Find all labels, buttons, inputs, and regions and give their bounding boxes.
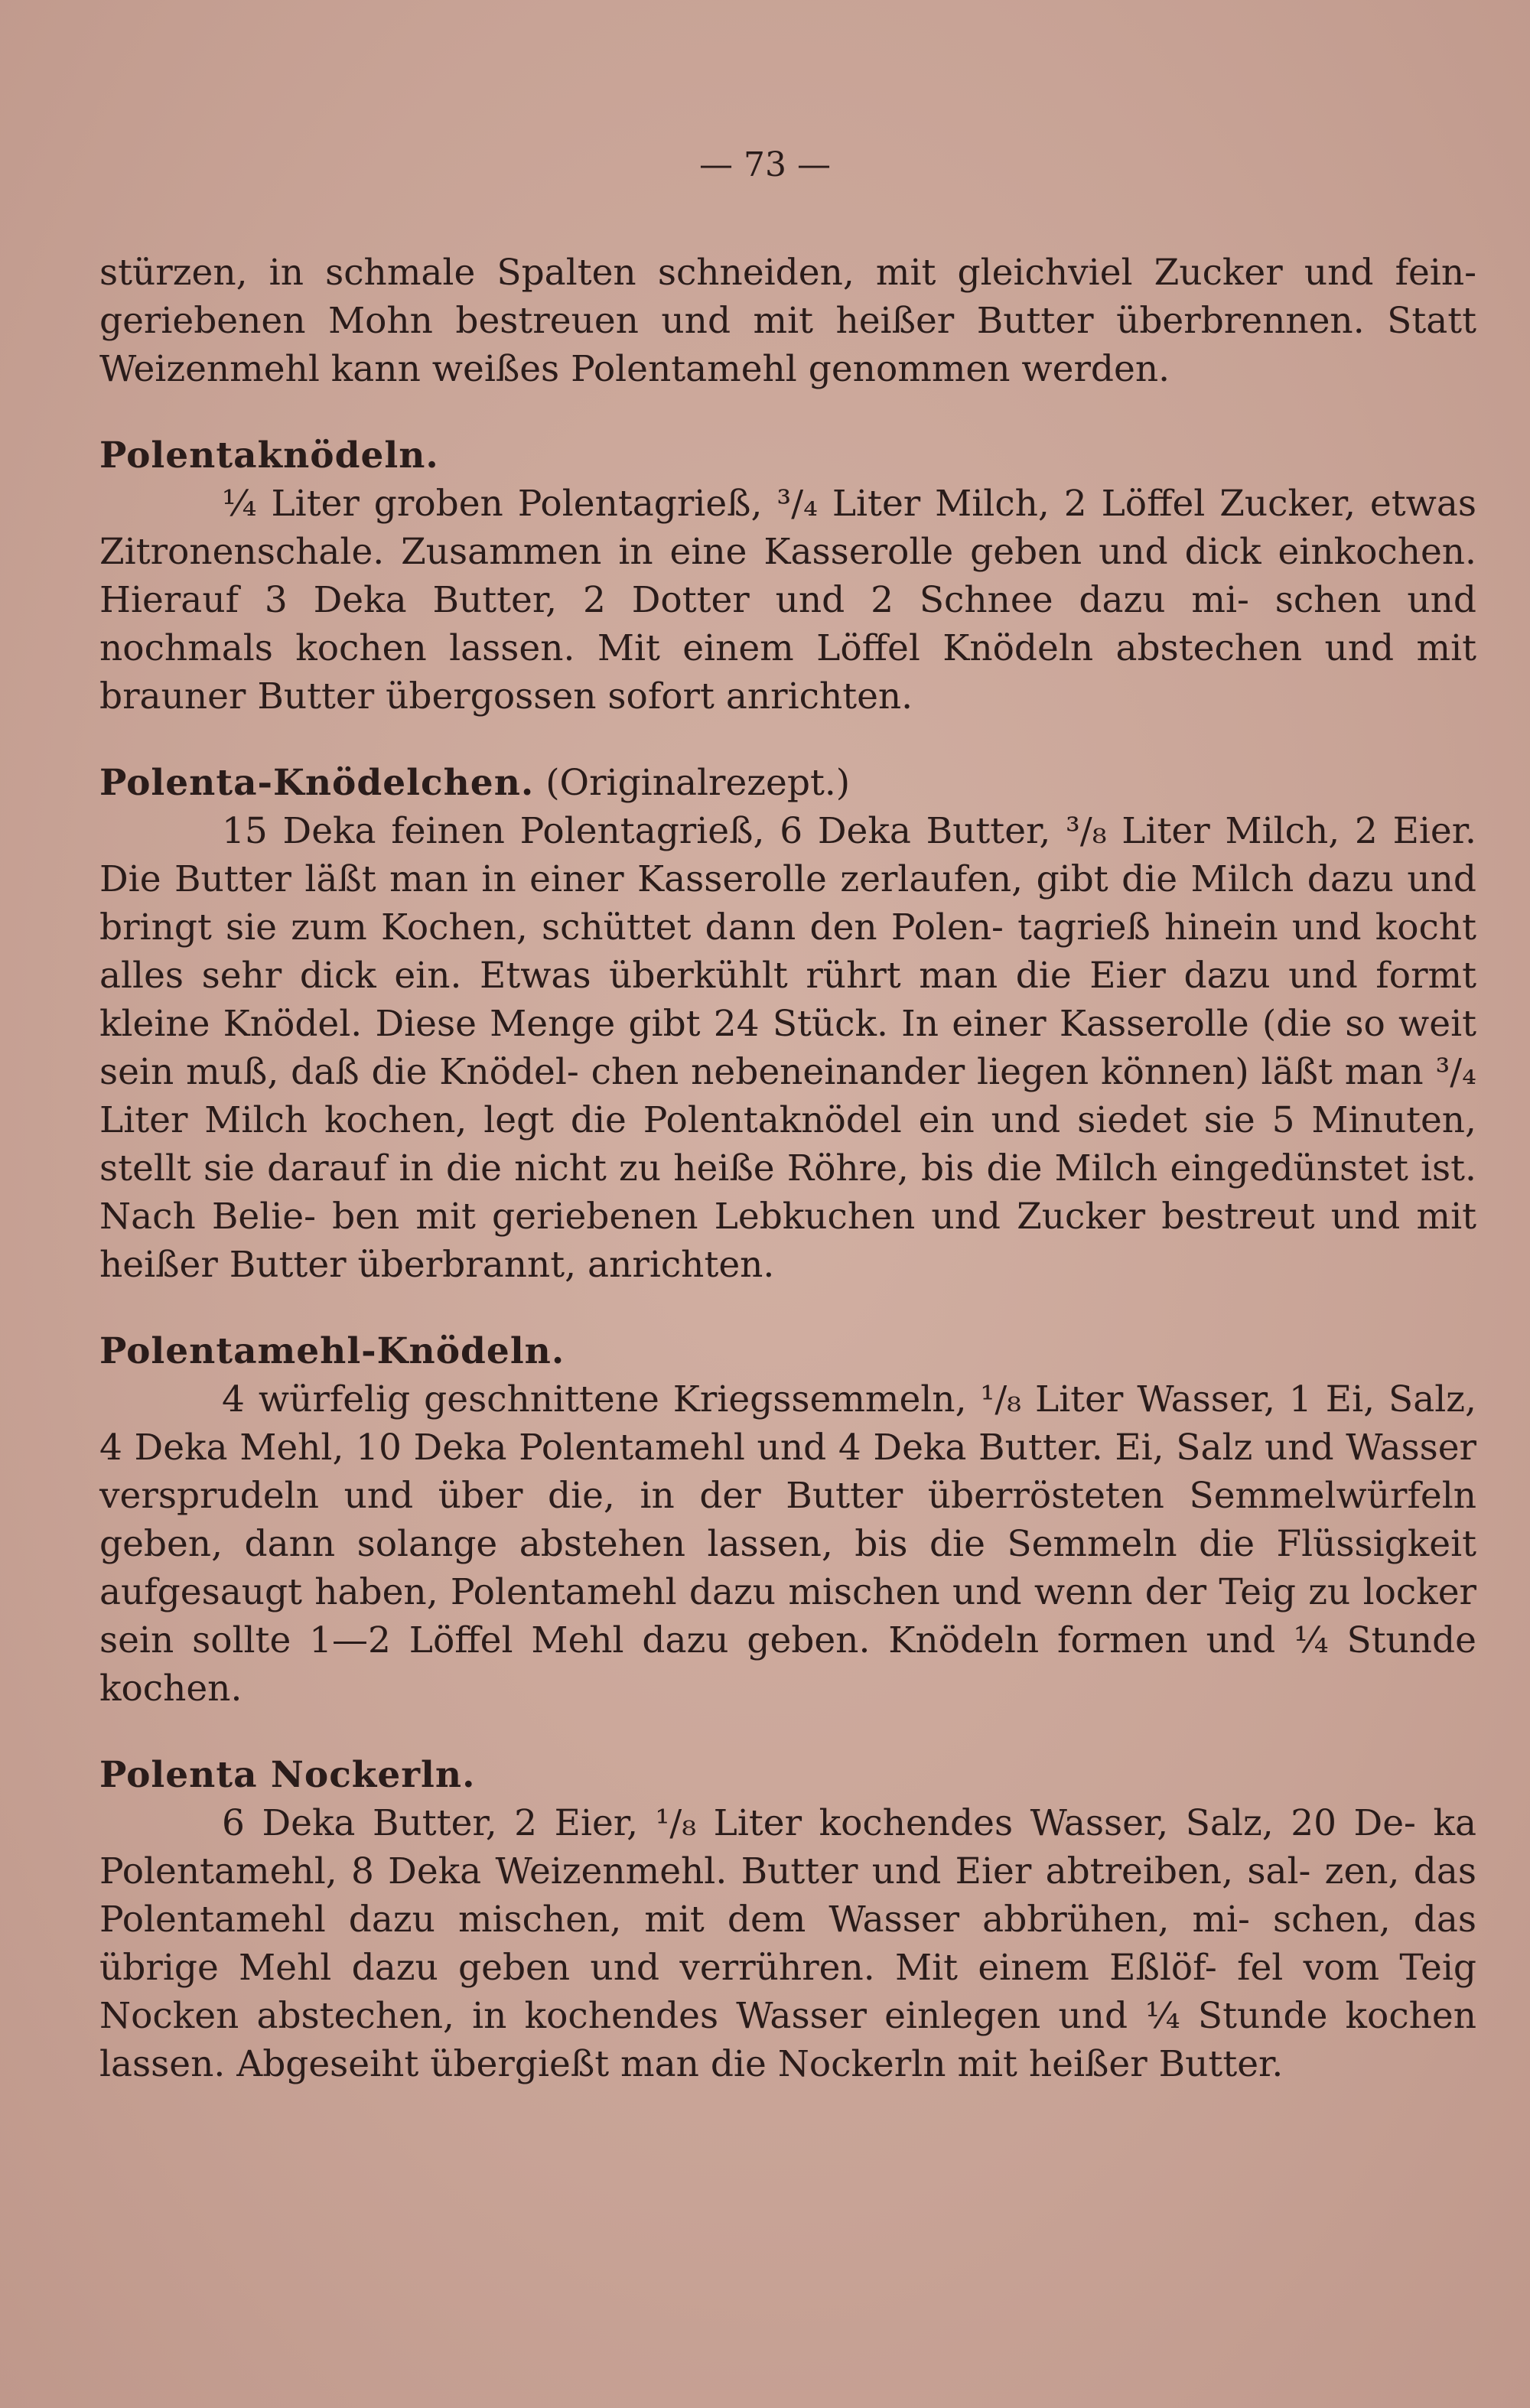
recipe-body: 4 würfelig geschnittene Kriegssemmeln, ¹/₈ Liter Wasser, 1 Ei, Salz, 4 Deka Mehl, 10 Deka Polentamehl und 4 Deka Butter. Ei, Salz und Wasser versprudeln und über die, in der Butter überrösteten Semmelwürfeln geben, dann solange abstehen lassen, bis die Semmeln die Flüssigkeit aufgesaugt haben, Polentamehl dazu mischen und wenn der Teig zu locker sein sollte 1—2 Löffel Mehl dazu geben. Knödeln formen und ¼ Stunde kochen.: [99, 1378, 1476, 1710]
recipe-subtitle: (Originalrezept.): [545, 762, 851, 804]
page-number: — 73 —: [699, 145, 831, 184]
recipe-polentamehl-knoedeln: [99, 1327, 1476, 1713]
recipe-body: 15 Deka feinen Polentagrieß, 6 Deka Butter, ³/₈ Liter Milch, 2 Eier. Die Butter läßt man in einer Kasserolle zerlaufen, gibt die Milch dazu und bringt sie zum Kochen, schüttet dann den Polen- tagrieß hinein und kocht alles sehr dick ein. Etwas überkühlt rührt man die Eier dazu und formt kleine Knödel. Diese Menge gibt 24 Stück. In einer Kasserolle (die so weit sein muß, daß die Knödel- chen nebeneinander liegen können) läßt man ³/₄ Liter Milch kochen, legt die Polentaknödel ein und siedet sie 5 Minuten, stellt sie darauf in die nicht zu heiße Röhre, bis die Milch eingedünstet ist. Nach Belie- ben mit geriebenen Lebkuchen und Zucker bestreut und mit heißer Butter überbrannt, anrichten.: [99, 810, 1476, 1286]
recipe-title: Polenta-Knödelchen.: [99, 762, 535, 804]
recipe-body: 6 Deka Butter, 2 Eier, ¹/₈ Liter kochendes Wasser, Salz, 20 De- ka Polentamehl, 8 Deka Weizenmehl. Butter und Eier abtreiben, sal- zen, das Polentamehl dazu mischen, mit dem Wasser abbrühen, mi- schen, das übrige Mehl dazu geben und verrühren. Mit einem Eßlöf- fel vom Teig Nocken abstechen, in kochendes Wasser einlegen und ¼ Stunde kochen lassen. Abgeseiht übergießt man die Nockerln mit heißer Butter.: [99, 1802, 1476, 2085]
recipe-heading: [99, 759, 1476, 807]
recipe-heading: [99, 1327, 1476, 1375]
recipe-body: ¼ Liter groben Polentagrieß, ³/₄ Liter Milch, 2 Löffel Zucker, etwas Zitronenschale. Zusammen in eine Kasserolle geben und dick einkochen. Hierauf 3 Deka Butter, 2 Dotter und 2 Schnee dazu mi- schen und nochmals kochen lassen. Mit einem Löffel Knödeln abstechen und mit brauner Butter übergossen sofort anrichten.: [99, 483, 1476, 718]
recipe-polentaknoedeln: [99, 431, 1476, 721]
recipe-polenta-nockerln: [99, 1751, 1476, 2088]
recipe-heading: [99, 1751, 1476, 1799]
recipe-title: Polentaknödeln.: [99, 434, 439, 477]
recipe-title: Polenta Nockerln.: [99, 1754, 476, 1796]
recipe-title: Polentamehl-Knödeln.: [99, 1330, 565, 1372]
recipe-polenta-knoedelchen: [99, 759, 1476, 1289]
recipe-heading: [99, 431, 1476, 480]
page-content: [99, 249, 1476, 2088]
intro-paragraph: stürzen, in schmale Spalten schneiden, mit gleichviel Zucker und fein- geriebenen Mohn bestreuen und mit heißer Butter überbrennen. Statt Weizenmehl kann weißes Polentamehl genommen werden.: [99, 252, 1476, 390]
